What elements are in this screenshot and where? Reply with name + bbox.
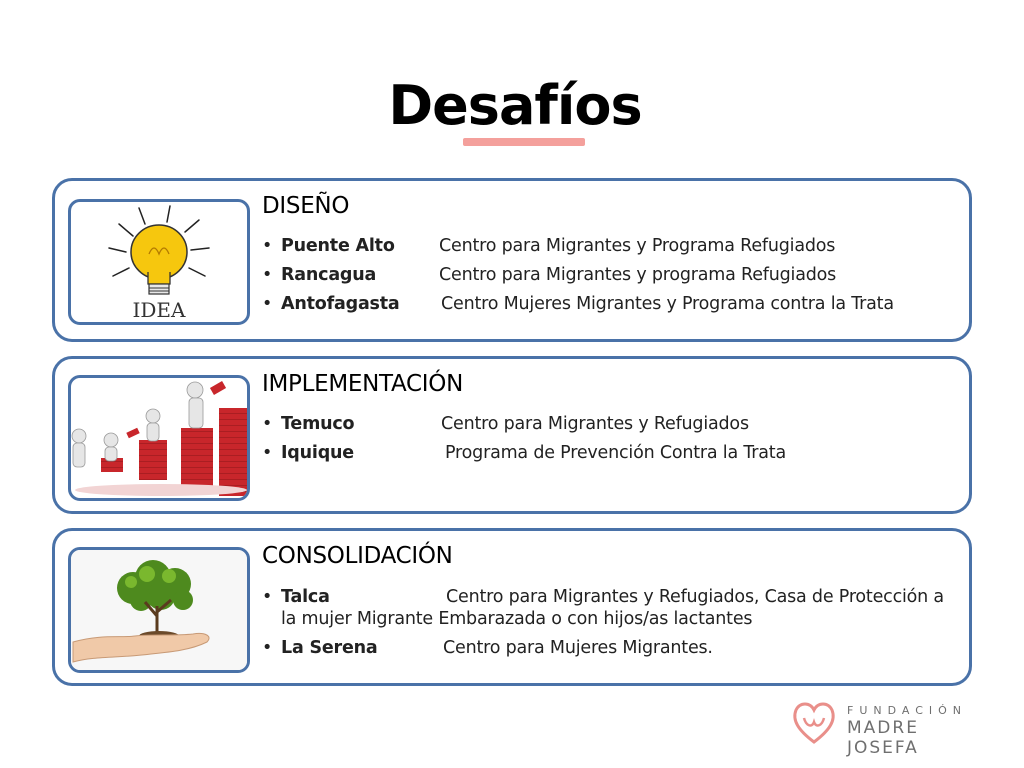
heart-mj-icon <box>790 696 838 746</box>
item-place: La Serena <box>281 638 378 658</box>
title-underline <box>463 138 585 146</box>
list-item <box>262 586 961 630</box>
item-text: Centro para Mujeres Migrantes. <box>443 638 713 658</box>
item-place: Iquique <box>281 443 354 463</box>
item-text: Centro para Migrantes y Programa Refugiados <box>439 236 836 256</box>
idea-lightbulb-image <box>68 199 250 325</box>
item-text: Centro para Migrantes y Refugiados, Casa de Protección a la mujer Migrante Embarazada o con hijos/as lactantes <box>281 587 944 629</box>
lightbulb-icon <box>71 202 247 322</box>
list-item <box>262 293 961 315</box>
idea-label: IDEA <box>132 298 186 322</box>
bullet: • <box>262 638 273 658</box>
hand-tree-image <box>68 547 250 673</box>
item-text: Centro para Migrantes y programa Refugiados <box>439 265 837 285</box>
tree-icon <box>71 550 247 670</box>
growth-bars-icon <box>71 378 247 498</box>
fundacion-madre-josefa-logo <box>790 696 995 758</box>
item-place: Talca <box>281 587 330 607</box>
section-heading: CONSOLIDACIÓN <box>262 543 453 569</box>
list-item <box>262 235 961 257</box>
list-item <box>262 413 961 435</box>
logo-top-text: FUNDACIÓN <box>847 704 968 717</box>
item-text: Programa de Prevención Contra la Trata <box>445 443 786 463</box>
list-item <box>262 442 961 464</box>
figures-climbing-image <box>68 375 250 501</box>
bullet: • <box>262 443 273 463</box>
item-place: Rancagua <box>281 265 377 285</box>
bullet: • <box>262 587 273 607</box>
item-place: Puente Alto <box>281 236 395 256</box>
list-item <box>262 264 961 286</box>
item-text: Centro Mujeres Migrantes y Programa contra la Trata <box>441 294 894 314</box>
logo-bottom-text: MADRE JOSEFA <box>847 718 919 758</box>
section-heading: DISEÑO <box>262 193 350 219</box>
bullet: • <box>262 294 273 314</box>
item-text: Centro para Migrantes y Refugiados <box>441 414 749 434</box>
list-item <box>262 637 961 659</box>
section-heading: IMPLEMENTACIÓN <box>262 371 463 397</box>
item-place: Temuco <box>281 414 355 434</box>
bullet: • <box>262 236 273 256</box>
bullet: • <box>262 265 273 285</box>
page-title: Desafíos <box>388 74 642 137</box>
section-consolidacion <box>52 528 972 686</box>
section-diseno <box>52 178 972 342</box>
item-place: Antofagasta <box>281 294 400 314</box>
section-implementacion <box>52 356 972 514</box>
bullet: • <box>262 414 273 434</box>
